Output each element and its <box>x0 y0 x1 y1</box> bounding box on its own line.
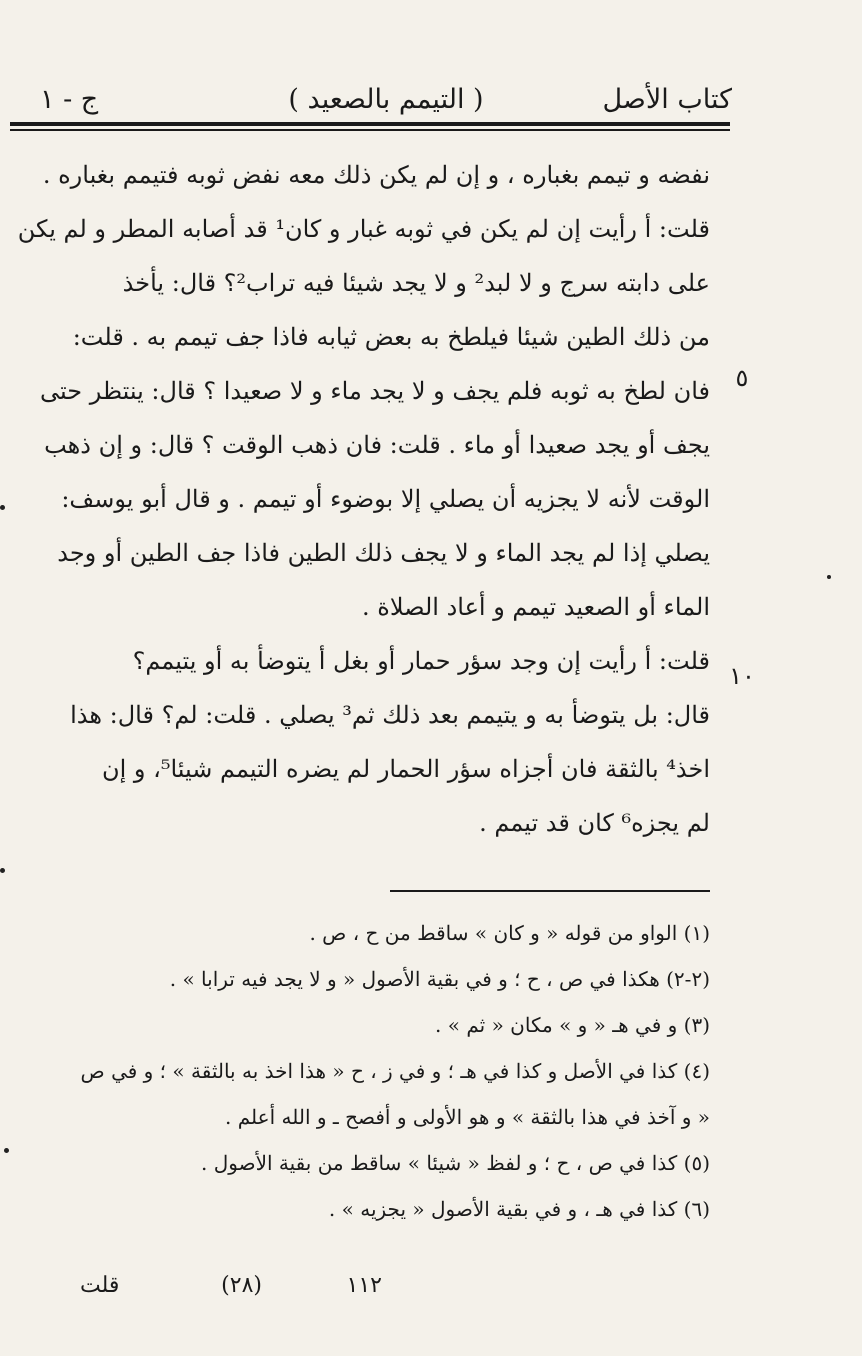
text-line: قلت: أ رأيت إن وجد سؤر حمار أو بغل أ يتوضأ به أو يتيمم؟ <box>132 647 710 675</box>
page-footer <box>80 1266 732 1306</box>
text-line: اخذ⁴ بالثقة فان أجزاه سؤر الحمار لم يضره التيمم شيئا⁵، و إن <box>101 755 710 783</box>
text-line: نفضه و تيمم بغباره ، و إن لم يكن ذلك معه نفض ثوبه فتيمم بغباره . <box>42 161 710 189</box>
text-line: الماء أو الصعيد تيمم و أعاد الصلاة . <box>362 593 710 621</box>
signature-number: (٢٨) <box>221 1273 262 1298</box>
footnote-divider <box>390 890 710 892</box>
text-line: على دابته سرج و لا لبد² و لا يجد شيئا فيه تراب²؟ قال: يأخذ <box>122 269 710 297</box>
scan-speck <box>0 505 5 510</box>
header-rule-thin <box>10 129 730 131</box>
footnote: (٢-٢) هكذا في ص ، ح ؛ و في بقية الأصول « و لا يجد فيه ترابا » . <box>169 967 710 991</box>
footnote: (٤) كذا في الأصل و كذا في هـ ؛ و في ز ، ح « هذا اخذ به بالثقة » ؛ و في ص <box>80 1059 710 1083</box>
scan-speck <box>0 868 5 873</box>
footnote: (٥) كذا في ص ، ح ؛ و لفظ « شيئا » ساقط من بقية الأصول . <box>201 1151 710 1175</box>
header-rule-thick <box>10 122 730 126</box>
text-line: يجف أو يجد صعيدا أو ماء . قلت: فان ذهب الوقت ؟ قال: و إن ذهب <box>44 431 710 459</box>
line-number-10: ١٠ <box>729 662 755 690</box>
text-line: قلت: أ رأيت إن لم يكن في ثوبه غبار و كان¹ قد أصابه المطر و لم يكن <box>17 215 710 243</box>
text-line: فان لطخ به ثوبه فلم يجف و لا يجد ماء و لا صعيدا ؟ قال: ينتظر حتى <box>39 377 710 405</box>
page-number: ١١٢ <box>346 1273 382 1298</box>
line-number-5: ٥ <box>735 364 749 392</box>
text-line: الوقت لأنه لا يجزيه أن يصلي إلا بوضوء أو تيمم . و قال أبو يوسف: <box>61 485 710 513</box>
scan-speck <box>827 575 831 579</box>
text-line: لم يجزه⁶ كان قد تيمم . <box>479 809 710 837</box>
book-title: كتاب الأصل <box>602 84 732 115</box>
catchword: قلت <box>80 1273 120 1298</box>
text-line: قال: بل يتوضأ به و يتيمم بعد ذلك ثم³ يصلي . قلت: لم؟ قال: هذا <box>70 701 710 729</box>
chapter-title: ( التيمم بالصعيد ) <box>288 84 484 115</box>
footnote: « و آخذ في هذا بالثقة » و هو الأولى و أفصح ـ و الله أعلم . <box>225 1105 710 1129</box>
main-text <box>17 148 710 850</box>
scan-speck <box>4 1148 9 1153</box>
volume-label: ج - ١ <box>40 84 99 115</box>
footnote: (١) الواو من قوله « و كان » ساقط من ح ، ص . <box>309 921 710 945</box>
text-line: من ذلك الطين شيئا فيلطخ به بعض ثيابه فاذا جف تيمم به . قلت: <box>72 323 710 351</box>
footnote: (٣) و في هـ « و » مكان « ثم » . <box>435 1013 710 1037</box>
footnote: (٦) كذا في هـ ، و في بقية الأصول « يجزيه » . <box>328 1197 710 1221</box>
footnotes <box>56 910 710 1232</box>
text-line: يصلي إذا لم يجد الماء و لا يجف ذلك الطين فاذا جف الطين أو وجد <box>57 539 710 567</box>
running-header <box>40 76 732 124</box>
